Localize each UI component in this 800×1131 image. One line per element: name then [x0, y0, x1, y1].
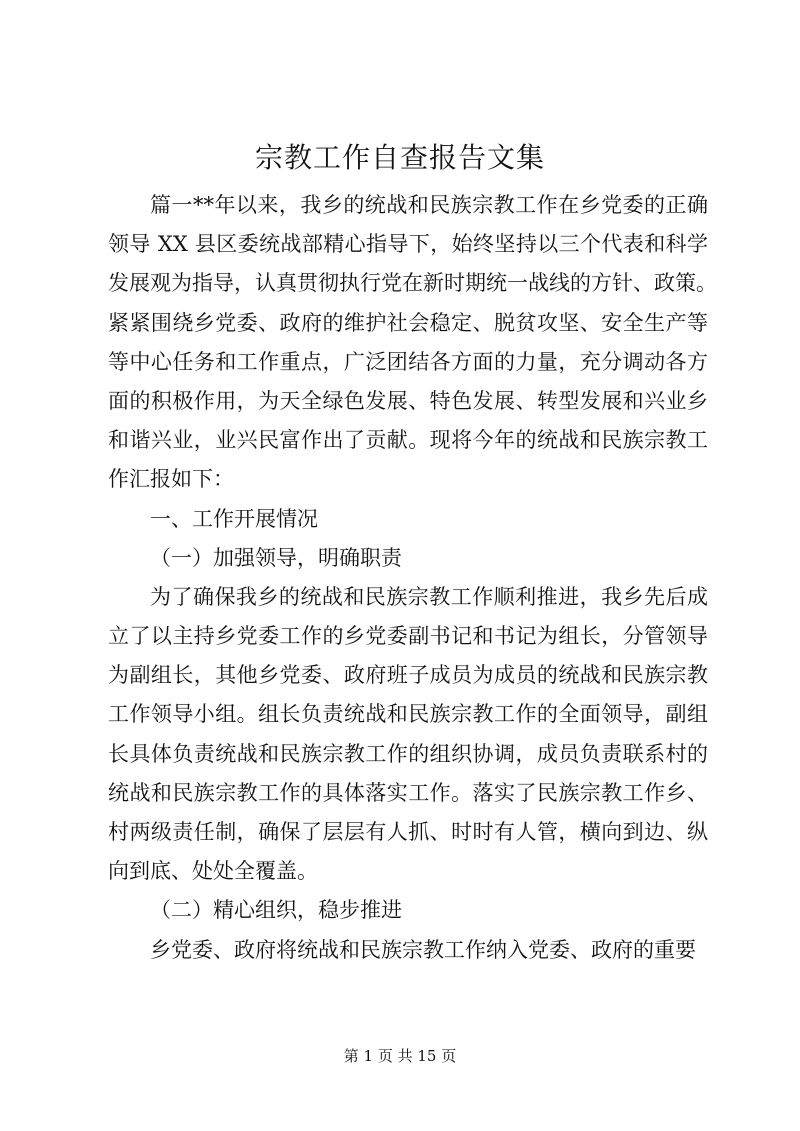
text-line: 为了确保我乡的统战和民族宗教工作顺利推进，我乡先后成	[150, 584, 708, 609]
text-line: 统战和民族宗教工作的具体落实工作。落实了民族宗教工作乡、	[108, 780, 708, 805]
text-line: 面的积极作用，为天全绿色发展、特色发展、转型发展和兴业乡	[108, 388, 708, 413]
text-line: 工作领导小组。组长负责统战和民族宗教工作的全面领导，副组	[108, 702, 708, 727]
text-line: 紧紧围绕乡党委、政府的维护社会稳定、脱贫攻坚、安全生产等	[108, 310, 708, 335]
document-title: 宗教工作自查报告文集	[254, 141, 545, 174]
text-line: 村两级责任制，确保了层层有人抓、时时有人管，横向到边、纵	[108, 820, 708, 844]
text-line: 立了以主持乡党委工作的乡党委副书记和书记为组长，分管领导	[108, 624, 708, 649]
subsection-heading: （二）精心组织，稳步推进	[150, 898, 402, 923]
text-line: 向到底、处处全覆盖。	[108, 859, 318, 884]
page-footer: 第 1 页 共 15 页	[343, 1047, 457, 1065]
text-line: 长具体负责统战和民族宗教工作的组织协调，成员负责联系村的	[108, 741, 708, 766]
text-line: 作汇报如下：	[108, 467, 234, 492]
document-body	[108, 186, 717, 970]
text-line: 乡党委、政府将统战和民族宗教工作纳入党委、政府的重要	[150, 937, 696, 962]
text-line: 和谐兴业，业兴民富作出了贡献。现将今年的统战和民族宗教工	[108, 428, 708, 453]
section-heading: 一、工作开展情况	[150, 506, 318, 531]
text-line: 等中心任务和工作重点，广泛团结各方面的力量，充分调动各方	[108, 349, 708, 374]
text-line: 为副组长，其他乡党委、政府班子成员为成员的统战和民族宗教	[108, 663, 708, 688]
subsection-heading: （一）加强领导，明确职责	[150, 545, 402, 570]
text-line: 领导 XX 县区委统战部精心指导下，始终坚持以三个代表和科学	[108, 232, 708, 257]
text-line: 发展观为指导，认真贯彻执行党在新时期统一战线的方针、政策。	[108, 271, 717, 296]
text-line: 篇一**年以来，我乡的统战和民族宗教工作在乡党委的正确	[150, 193, 708, 217]
